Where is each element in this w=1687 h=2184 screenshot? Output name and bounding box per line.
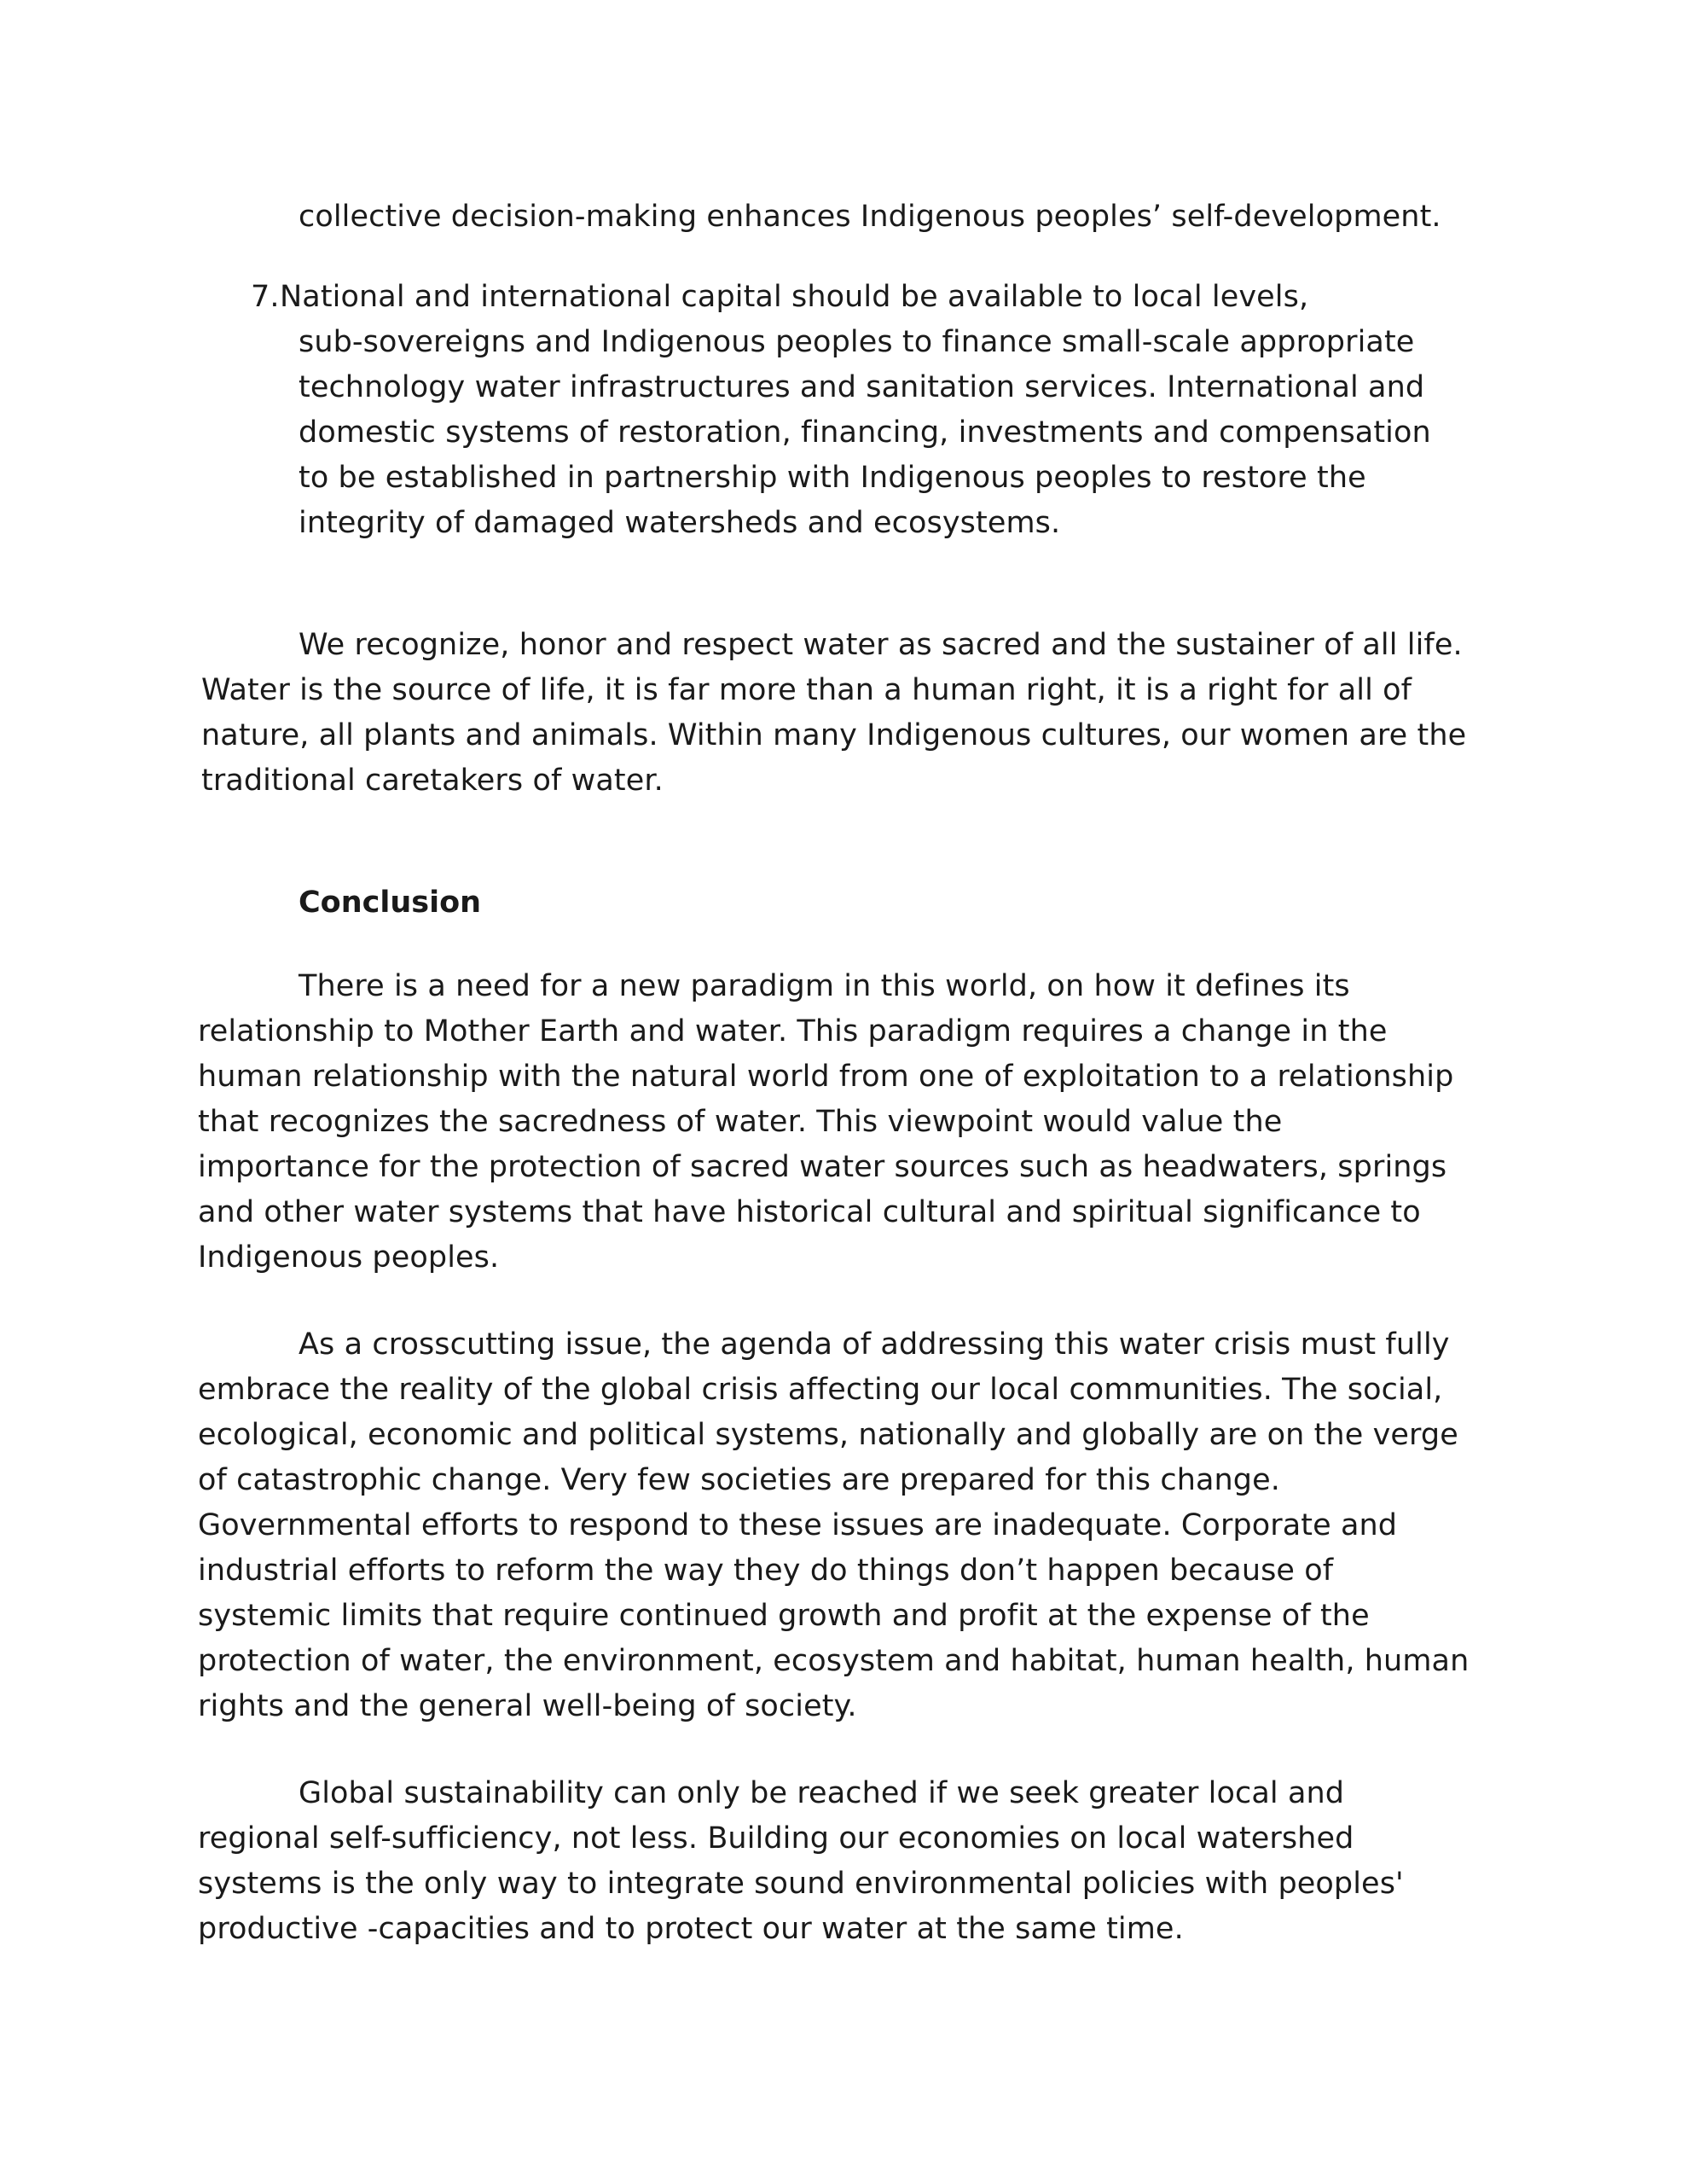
paragraph-line: of catastrophic change. Very few societies are prepared for this change. xyxy=(198,1463,1280,1497)
paragraph-line: productive -capacities and to protect our water at the same time. xyxy=(198,1912,1184,1946)
paragraph-line: systemic limits that require continued growth and profit at the expense of the xyxy=(198,1599,1370,1633)
paragraph-line: We recognize, honor and respect water as sacred and the sustainer of all life. xyxy=(299,628,1463,662)
paragraph-line: human relationship with the natural world from one of exploitation to a relationship xyxy=(198,1060,1454,1094)
paragraph-line: protection of water, the environment, ecosystem and habitat, human health, human xyxy=(198,1644,1470,1678)
paragraph-line: traditional caretakers of water. xyxy=(201,764,664,798)
paragraph-line: Governmental efforts to respond to these issues are inadequate. Corporate and xyxy=(198,1508,1398,1542)
list-item-7-line: to be established in partnership with Indigenous peoples to restore the xyxy=(299,461,1366,495)
list-item-7-line: domestic systems of restoration, financing, investments and compensation xyxy=(299,415,1431,450)
paragraph-line: ecological, economic and political systems, nationally and globally are on the verge xyxy=(198,1418,1458,1452)
paragraph-line: embrace the reality of the global crisis affecting our local communities. The social, xyxy=(198,1373,1443,1407)
paragraph-line: that recognizes the sacredness of water. This viewpoint would value the xyxy=(198,1105,1283,1139)
paragraph-line: There is a need for a new paradigm in this world, on how it defines its xyxy=(299,969,1350,1003)
paragraph-line: regional self-sufficiency, not less. Building our economies on local watershed xyxy=(198,1821,1354,1856)
paragraph-line: and other water systems that have historical cultural and spiritual significance to xyxy=(198,1195,1421,1229)
list-item-7-line: technology water infrastructures and sanitation services. International and xyxy=(299,370,1425,404)
paragraph-line: rights and the general well-being of society. xyxy=(198,1689,857,1723)
section-heading: Conclusion xyxy=(299,886,482,920)
list-item-6-tail: collective decision-making enhances Indigenous peoples’ self-development. xyxy=(299,200,1441,234)
paragraph-line: relationship to Mother Earth and water. This paradigm requires a change in the xyxy=(198,1014,1388,1048)
paragraph-line: Water is the source of life, it is far more than a human right, it is a right for all of xyxy=(201,673,1412,707)
paragraph-line: Indigenous peoples. xyxy=(198,1240,500,1275)
paragraph-line: importance for the protection of sacred water sources such as headwaters, springs xyxy=(198,1150,1447,1184)
paragraph-line: industrial efforts to reform the way they do things don’t happen because of xyxy=(198,1554,1334,1588)
paragraph-line: systems is the only way to integrate sound environmental policies with peoples' xyxy=(198,1867,1404,1901)
paragraph-line: Global sustainability can only be reached if we seek greater local and xyxy=(299,1776,1345,1810)
paragraph-line: As a crosscutting issue, the agenda of addressing this water crisis must fully xyxy=(299,1327,1450,1362)
list-item-7-line: National and international capital should be available to local levels, xyxy=(280,280,1309,314)
list-item-7-number: 7. xyxy=(251,280,280,314)
list-item-7-line: integrity of damaged watersheds and ecosystems. xyxy=(299,506,1061,540)
paragraph-line: nature, all plants and animals. Within many Indigenous cultures, our women are the xyxy=(201,718,1467,752)
list-item-7-line: sub-sovereigns and Indigenous peoples to finance small-scale appropriate xyxy=(299,325,1415,359)
